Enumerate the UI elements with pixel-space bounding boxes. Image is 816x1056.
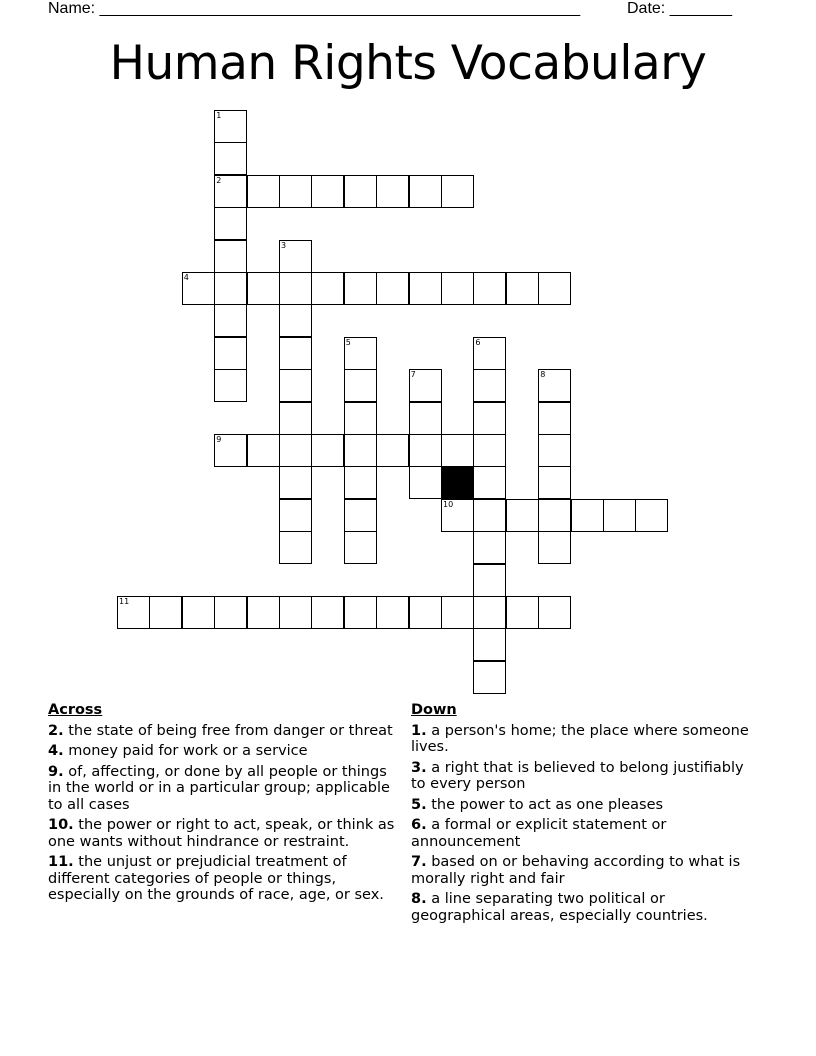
clue-text: the unjust or prejudicial treatment of different categories of people or things, especially on the grounds of race, age, or sex. bbox=[48, 854, 384, 903]
clue-number: 8. bbox=[411, 891, 427, 907]
grid-cell[interactable] bbox=[279, 175, 312, 208]
grid-cell[interactable] bbox=[538, 402, 571, 435]
grid-cell[interactable] bbox=[214, 304, 247, 337]
grid-cell[interactable] bbox=[538, 272, 571, 305]
grid-cell[interactable] bbox=[441, 499, 474, 532]
black-cell bbox=[441, 466, 474, 499]
grid-cell[interactable] bbox=[473, 499, 506, 532]
grid-cell[interactable] bbox=[214, 240, 247, 273]
grid-cell[interactable] bbox=[538, 499, 571, 532]
grid-cell[interactable] bbox=[117, 596, 150, 629]
grid-cell[interactable] bbox=[247, 272, 280, 305]
cell-number: 5 bbox=[345, 337, 351, 347]
grid-cell[interactable] bbox=[473, 466, 506, 499]
grid-cell[interactable] bbox=[409, 402, 442, 435]
grid-cell[interactable] bbox=[538, 369, 571, 402]
grid-cell[interactable] bbox=[473, 596, 506, 629]
grid-cell[interactable] bbox=[279, 596, 312, 629]
grid-cell[interactable] bbox=[473, 272, 506, 305]
grid-cell[interactable] bbox=[473, 628, 506, 661]
grid-cell[interactable] bbox=[538, 531, 571, 564]
cell-number: 10 bbox=[443, 499, 454, 509]
grid-cell[interactable] bbox=[441, 596, 474, 629]
grid-cell[interactable] bbox=[247, 175, 280, 208]
grid-cell[interactable] bbox=[506, 596, 539, 629]
grid-cell[interactable] bbox=[182, 272, 215, 305]
clue-text: money paid for work or a service bbox=[68, 743, 308, 759]
cell-number: 9 bbox=[216, 435, 222, 444]
grid-cell[interactable] bbox=[214, 110, 247, 143]
grid-cell[interactable] bbox=[311, 596, 344, 629]
clue-text: the power to act as one pleases bbox=[431, 796, 664, 813]
clue-down-7 bbox=[411, 854, 751, 887]
cell-number: 11 bbox=[119, 597, 130, 606]
grid-cell[interactable] bbox=[311, 434, 344, 467]
cell-number: 7 bbox=[410, 370, 416, 380]
clue-number: 4. bbox=[48, 743, 64, 759]
page-title: Human Rights Vocabulary bbox=[109, 36, 707, 91]
clue-text: a formal or explicit statement or announcement bbox=[411, 817, 667, 850]
grid-cell[interactable] bbox=[473, 434, 506, 467]
grid-cell[interactable] bbox=[247, 434, 280, 467]
clue-text: of, affecting, or done by all people or things in the world or in a particular group; applicable to all cases bbox=[48, 763, 390, 813]
clue-number: 1. bbox=[411, 722, 427, 739]
grid-cell[interactable] bbox=[409, 369, 442, 402]
grid-cell[interactable] bbox=[409, 596, 442, 629]
grid-cell[interactable] bbox=[441, 272, 474, 305]
clue-number: 6. bbox=[411, 817, 427, 833]
cell-number: 2 bbox=[216, 175, 222, 185]
grid-cell[interactable] bbox=[376, 434, 409, 467]
grid-cell[interactable] bbox=[279, 531, 312, 564]
grid-cell[interactable] bbox=[473, 337, 506, 370]
clue-text: based on or behaving according to what is morally right and fair bbox=[411, 854, 741, 887]
cell-number: 6 bbox=[475, 337, 481, 347]
clue-number: 10. bbox=[48, 817, 74, 833]
grid-cell[interactable] bbox=[473, 564, 506, 597]
clue-across-11 bbox=[48, 854, 404, 904]
grid-cell[interactable] bbox=[344, 337, 377, 370]
clue-number: 7. bbox=[411, 854, 427, 870]
cell-number: 1 bbox=[216, 111, 222, 120]
grid-cell[interactable] bbox=[441, 175, 474, 208]
grid-cell[interactable] bbox=[506, 499, 539, 532]
grid-cell[interactable] bbox=[344, 596, 377, 629]
clue-number: 11. bbox=[48, 854, 74, 870]
clue-text: a right that is believed to belong justifiably to every person bbox=[411, 759, 744, 792]
grid-cell[interactable] bbox=[279, 434, 312, 467]
grid-cell[interactable] bbox=[441, 434, 474, 467]
grid-cell[interactable] bbox=[344, 434, 377, 467]
grid-cell[interactable] bbox=[214, 207, 247, 240]
grid-cell[interactable] bbox=[376, 596, 409, 629]
clue-across-10 bbox=[48, 817, 404, 850]
grid-cell[interactable] bbox=[214, 596, 247, 629]
clue-down-5 bbox=[411, 797, 751, 814]
grid-cell[interactable] bbox=[214, 272, 247, 305]
grid-cell[interactable] bbox=[473, 661, 506, 694]
grid-cell[interactable] bbox=[279, 272, 312, 305]
grid-cell[interactable] bbox=[214, 175, 247, 208]
grid-cell[interactable] bbox=[279, 240, 312, 273]
grid-cell[interactable] bbox=[182, 596, 215, 629]
grid-cell[interactable] bbox=[279, 369, 312, 402]
grid-cell[interactable] bbox=[279, 466, 312, 499]
date-line[interactable]: Date: _______ bbox=[627, 0, 732, 17]
grid-cell[interactable] bbox=[344, 272, 377, 305]
cell-number: 4 bbox=[183, 273, 189, 282]
clue-text: a person's home; the place where someone lives. bbox=[411, 722, 749, 755]
grid-cell[interactable] bbox=[214, 142, 247, 175]
grid-cell[interactable] bbox=[473, 369, 506, 402]
clue-down-3 bbox=[411, 760, 751, 793]
grid-cell[interactable] bbox=[279, 402, 312, 435]
cell-number: 3 bbox=[281, 240, 287, 250]
grid-cell[interactable] bbox=[409, 175, 442, 208]
clue-number: 9. bbox=[48, 763, 64, 780]
name-line[interactable]: Name: ______________________________________________________ bbox=[48, 0, 581, 17]
grid-cell[interactable] bbox=[506, 272, 539, 305]
clue-down-1 bbox=[411, 723, 751, 756]
clue-text: the state of being free from danger or threat bbox=[68, 722, 393, 739]
grid-cell[interactable] bbox=[409, 466, 442, 499]
grid-cell[interactable] bbox=[279, 337, 312, 370]
clue-across-2 bbox=[48, 723, 404, 740]
grid-cell[interactable] bbox=[344, 466, 377, 499]
clue-down-8 bbox=[411, 891, 751, 924]
grid-cell[interactable] bbox=[376, 272, 409, 305]
grid-cell[interactable] bbox=[279, 304, 312, 337]
cell-number: 8 bbox=[540, 370, 546, 380]
across-heading: Across bbox=[48, 702, 103, 718]
grid-cell[interactable] bbox=[538, 596, 571, 629]
clue-down-6 bbox=[411, 817, 751, 850]
down-heading: Down bbox=[411, 702, 457, 718]
grid-cell[interactable] bbox=[311, 272, 344, 305]
grid-cell[interactable] bbox=[473, 402, 506, 435]
grid-cell[interactable] bbox=[344, 369, 377, 402]
clue-number: 5. bbox=[411, 796, 427, 813]
grid-cell[interactable] bbox=[344, 499, 377, 532]
clue-number: 2. bbox=[48, 722, 64, 739]
grid-cell[interactable] bbox=[344, 531, 377, 564]
grid-cell[interactable] bbox=[571, 499, 604, 532]
grid-cell[interactable] bbox=[603, 499, 636, 532]
clue-across-9 bbox=[48, 764, 404, 814]
grid-cell[interactable] bbox=[344, 402, 377, 435]
clue-text: the power or right to act, speak, or think as one wants without hindrance or restraint. bbox=[48, 817, 395, 850]
grid-cell[interactable] bbox=[635, 499, 668, 532]
across-clues bbox=[48, 702, 404, 908]
clue-number: 3. bbox=[411, 759, 427, 776]
down-clues bbox=[411, 702, 751, 928]
grid-cell[interactable] bbox=[214, 337, 247, 370]
grid-cell[interactable] bbox=[538, 466, 571, 499]
grid-cell[interactable] bbox=[214, 434, 247, 467]
grid-cell[interactable] bbox=[344, 175, 377, 208]
grid-cell[interactable] bbox=[473, 531, 506, 564]
grid-cell[interactable] bbox=[247, 596, 280, 629]
grid-cell[interactable] bbox=[538, 434, 571, 467]
grid-cell[interactable] bbox=[409, 434, 442, 467]
grid-cell[interactable] bbox=[409, 272, 442, 305]
grid-cell[interactable] bbox=[149, 596, 182, 629]
clue-across-4 bbox=[48, 743, 404, 760]
grid-cell[interactable] bbox=[279, 499, 312, 532]
grid-cell[interactable] bbox=[214, 369, 247, 402]
clue-text: a line separating two political or geographical areas, especially countries. bbox=[411, 891, 708, 924]
grid-cell[interactable] bbox=[376, 175, 409, 208]
grid-cell[interactable] bbox=[311, 175, 344, 208]
